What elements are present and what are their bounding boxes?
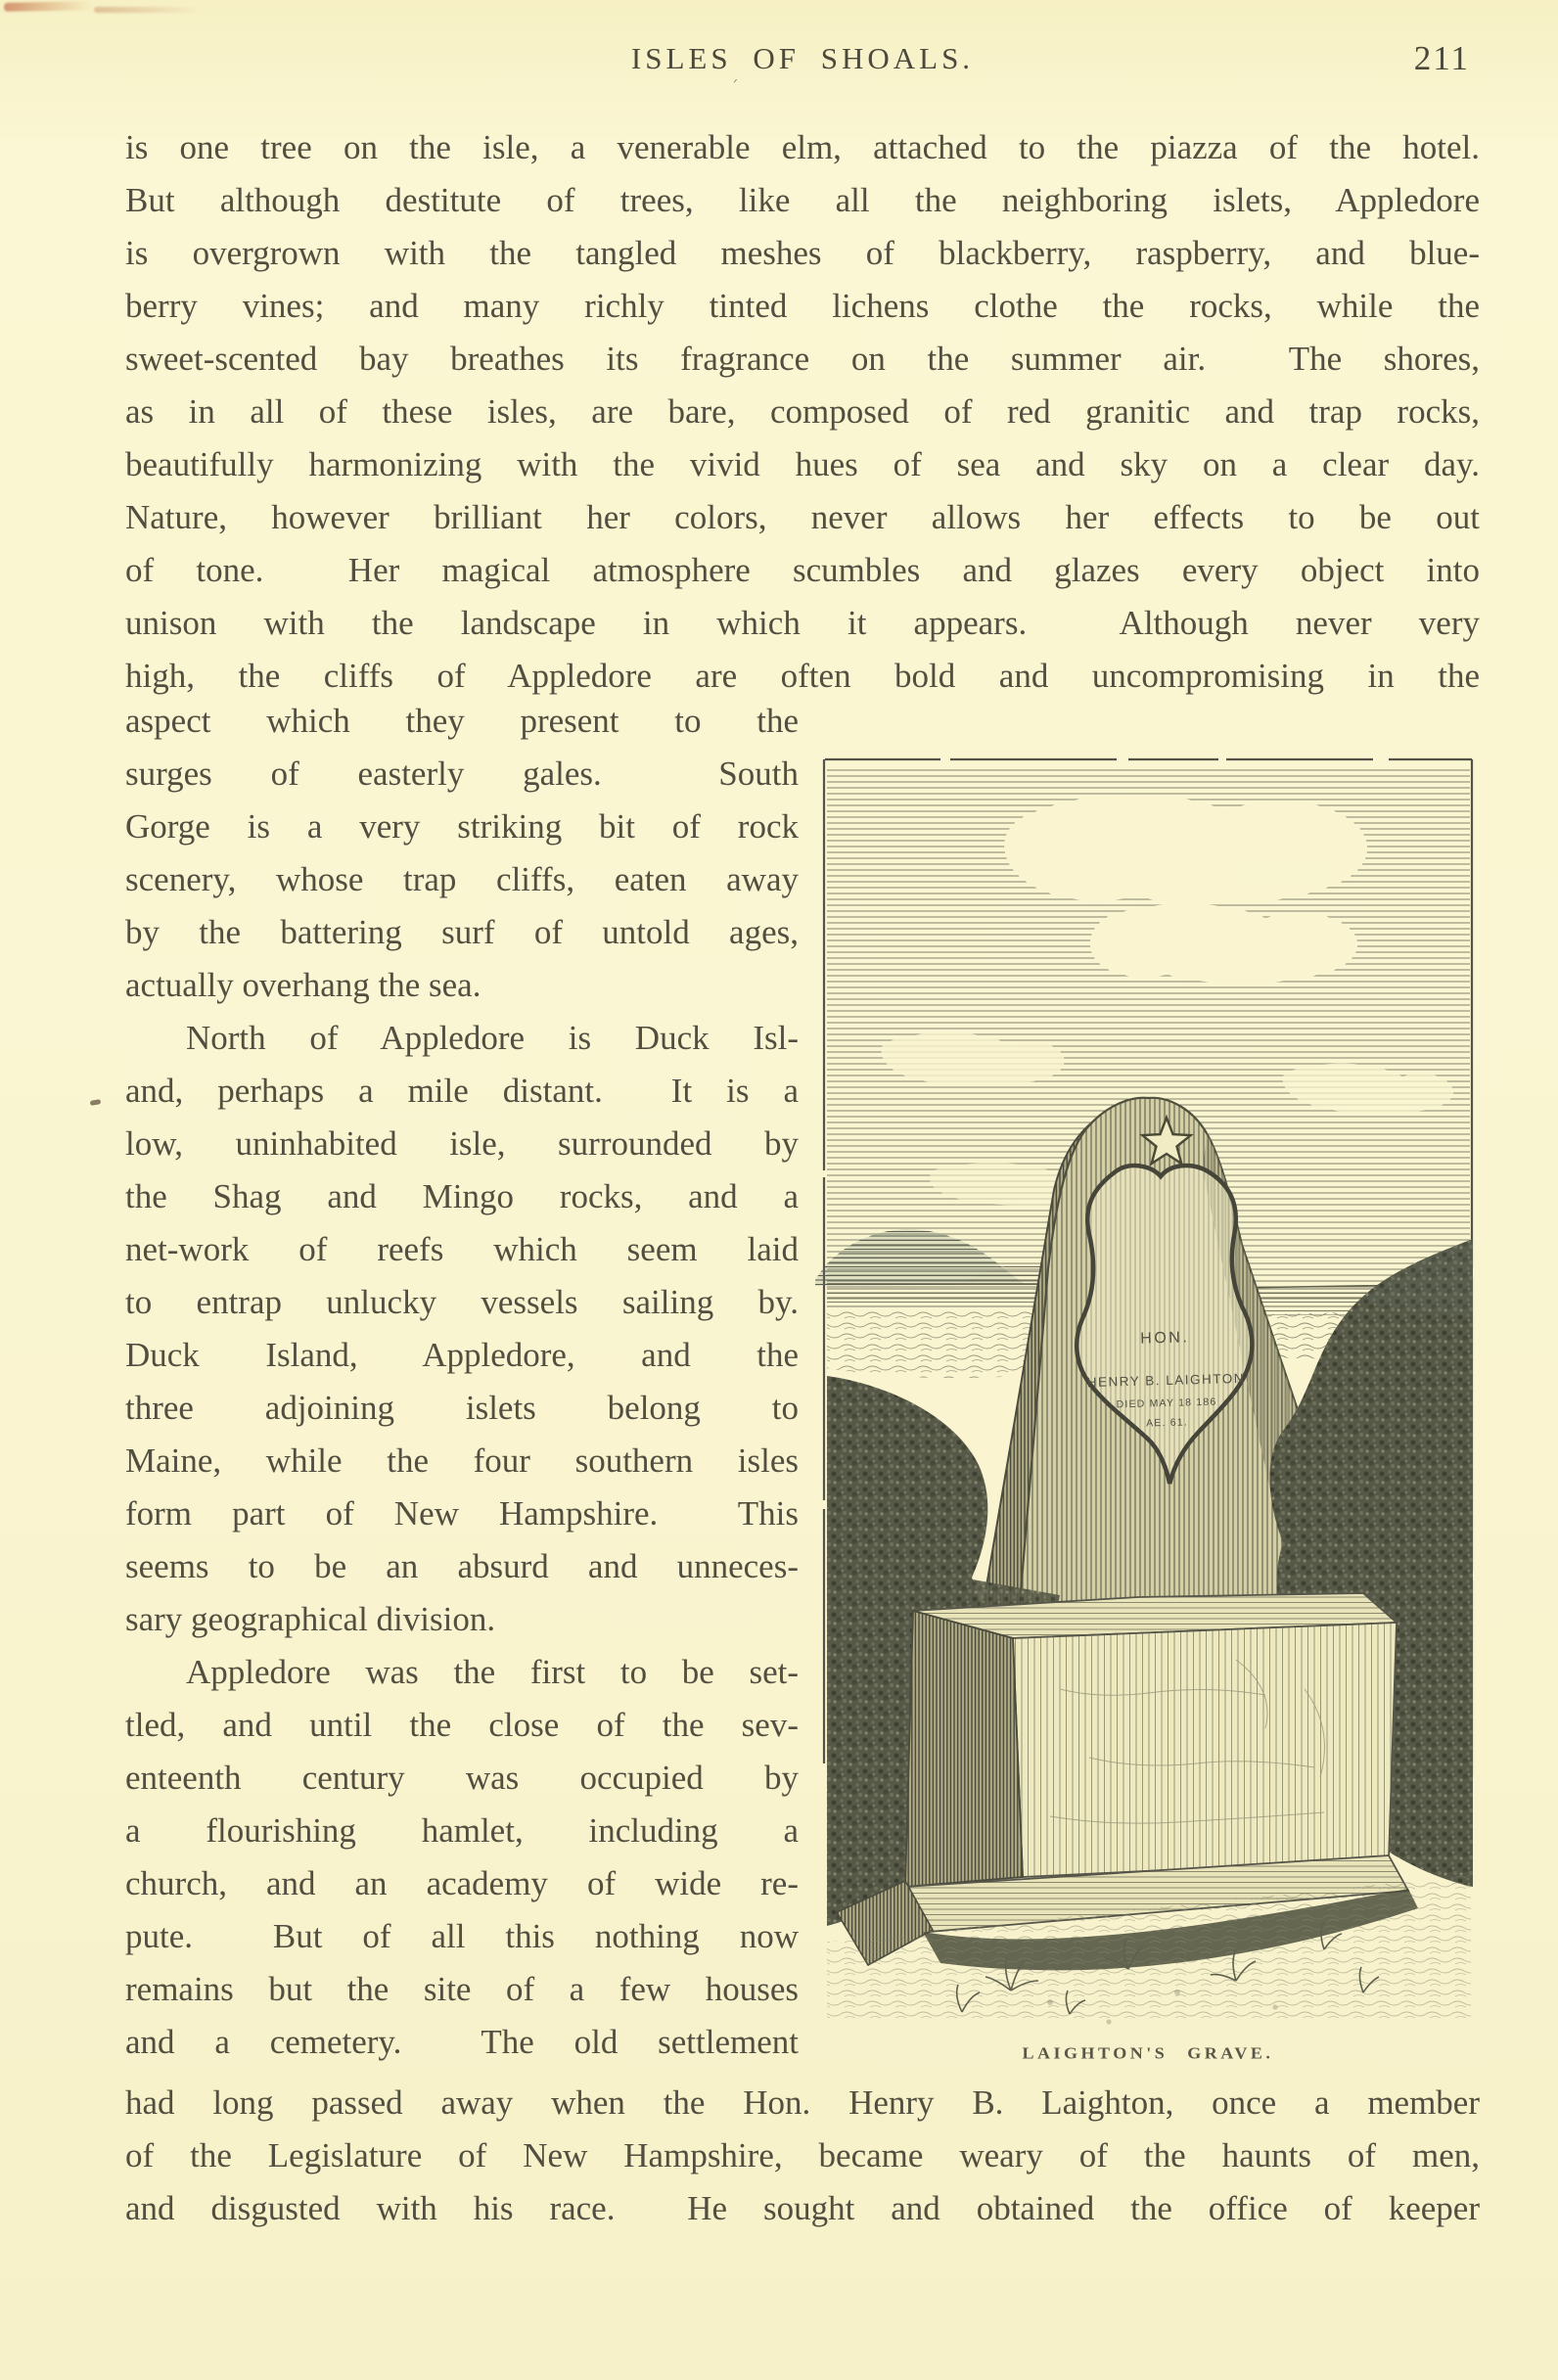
text-line: Nature, however brilliant her colors, never allows her effects to be out <box>125 498 1480 536</box>
text-line: But although destitute of trees, like all the neighboring islets, Appledore <box>125 181 1480 219</box>
base-left-face <box>905 1611 1023 1887</box>
page-edge-stain <box>94 7 211 13</box>
page-number: 211 <box>1413 39 1470 77</box>
text-line: remains but the site of a few houses <box>125 1970 799 2008</box>
inscription-line-3: DIED MAY 18 186 <box>1116 1396 1217 1411</box>
text-line: unison with the landscape in which it appears. Although never very <box>125 604 1480 642</box>
text-line: had long passed away when the Hon. Henry B. Laighton, once a member <box>125 2083 1480 2122</box>
figure-caption: LAIGHTON'S GRAVE. <box>1022 2043 1274 2063</box>
text-line: surges of easterly gales. South <box>125 755 799 793</box>
text-line: is one tree on the isle, a venerable elm, attached to the piazza of the hotel. <box>125 128 1480 166</box>
text-line: three adjoining islets belong to <box>125 1389 799 1427</box>
text-line: of tone. Her magical atmosphere scumbles and glazes every object into <box>125 551 1480 589</box>
paragraph-bottom <box>125 2077 1480 2235</box>
text-line: low, uninhabited isle, surrounded by <box>125 1124 799 1163</box>
text-line: by the battering surf of untold ages, <box>125 913 799 951</box>
base-front-face <box>1013 1623 1397 1877</box>
text-line: actually overhang the sea. <box>125 966 481 1004</box>
text-line: seems to be an absurd and unneces- <box>125 1547 799 1585</box>
inscription-line-2: HENRY B. LAIGHTON <box>1086 1370 1246 1391</box>
text-line: to entrap unlucky vessels sailing by. <box>125 1283 799 1321</box>
text-line: and, perhaps a mile distant. It is a <box>125 1072 799 1110</box>
text-line: scenery, whose trap cliffs, eaten away <box>125 860 799 898</box>
text-line: enteenth century was occupied by <box>125 1759 799 1797</box>
text-line: a flourishing hamlet, including a <box>125 1811 799 1850</box>
text-line: church, and an academy of wide re- <box>125 1864 799 1902</box>
left-text-column <box>125 695 799 2069</box>
text-line: Gorge is a very striking bit of rock <box>125 807 799 846</box>
text-line: aspect which they present to the <box>125 702 799 740</box>
text-line: beautifully harmonizing with the vivid hues of sea and sky on a clear day. <box>125 445 1480 483</box>
text-line: berry vines; and many richly tinted lichens clothe the rocks, while the <box>125 287 1480 325</box>
text-line: Maine, while the four southern isles <box>125 1442 799 1480</box>
page-edge-stain <box>4 1 97 12</box>
text-line: is overgrown with the tangled meshes of blackberry, raspberry, and blue- <box>125 234 1480 272</box>
running-title: ISLES OF SHOALS. <box>630 41 975 75</box>
text-line: and a cemetery. The old settlement <box>125 2023 799 2061</box>
text-line: as in all of these isles, are bare, composed of red granitic and trap rocks, <box>125 392 1480 431</box>
text-line: high, the cliffs of Appledore are often bold and uncompromising in the <box>125 657 1480 695</box>
inscription-line-1: HON. <box>1140 1329 1190 1348</box>
paragraph-top <box>125 121 1480 703</box>
text-line: Appledore was the first to be set- <box>186 1653 799 1691</box>
print-speck: ׳ <box>731 74 739 92</box>
text-line: pute. But of all this nothing now <box>125 1917 799 1955</box>
text-line: sweet-scented bay breathes its fragrance on the summer air. The shores, <box>125 340 1480 378</box>
text-line: form part of New Hampshire. This <box>125 1494 799 1533</box>
print-speck <box>90 1099 102 1106</box>
text-line: North of Appledore is Duck Isl- <box>186 1019 799 1057</box>
text-line: and disgusted with his race. He sought and obtained the office of keeper <box>125 2189 1480 2227</box>
text-line: sary geographical division. <box>125 1600 496 1638</box>
engraving-svg <box>815 750 1481 2037</box>
text-line: of the Legislature of New Hampshire, became weary of the haunts of men, <box>125 2136 1480 2174</box>
engraving-laightons-grave <box>815 750 1481 2037</box>
text-line: net-work of reefs which seem laid <box>125 1230 799 1268</box>
inscription-line-4: AE. 61. <box>1145 1416 1189 1430</box>
text-line: the Shag and Mingo rocks, and a <box>125 1177 799 1215</box>
text-line: Duck Island, Appledore, and the <box>125 1336 799 1374</box>
text-line: tled, and until the close of the sev- <box>125 1706 799 1744</box>
